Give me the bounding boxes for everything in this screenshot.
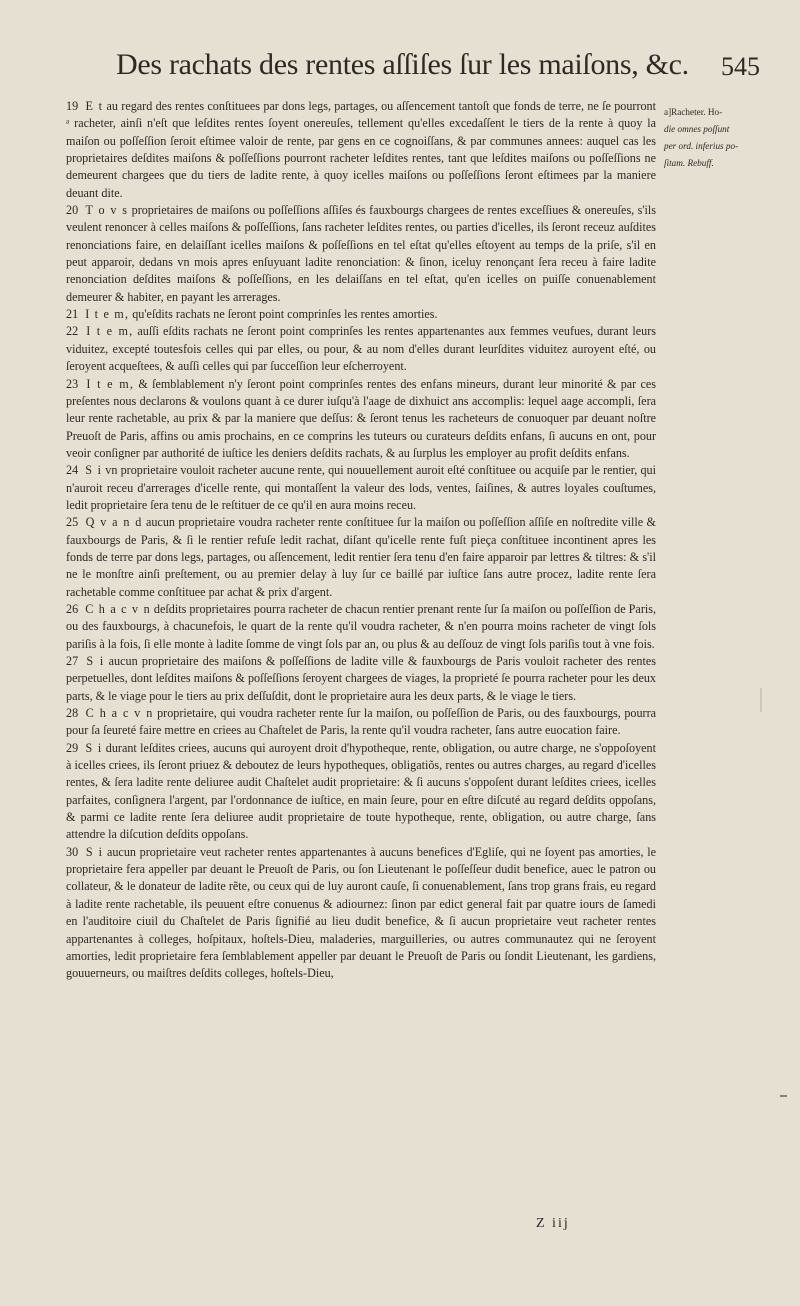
- article-23: [66, 376, 656, 463]
- article-text: durant leſdites criees, aucuns qui auroyent droit d'hypotheque, rente, obligation, ou autre charge, ne s'oppoſoyent à icelles criees, ils ſeront priuez & deboutez de leurs hypotheques, obligatiõs, rentes ou autres charges, au regard d'icelles rentes, & ſera ladite rente deliuree audit Chaſtelet audit proprietaire: & ſi aucuns s'oppoſent durant leſdites criees, icelles parfaites, conſignera l'argent, par l'ordonnance de iuſtice, en main ſeure, pour en eſtre diſcuté au regard deſdits oppoſans, & parmi ce ladite rente ſera deliuree audit proprietaire de toute hypotheque, rente, obligation, ou autre charge, ſans attendre la diſcution deſdits oppoſans.: [66, 740, 656, 842]
- margin-note-line: a]Racheter. Ho-: [664, 107, 723, 117]
- article-lead: C h a c v n: [85, 601, 151, 616]
- article-19: [66, 98, 656, 202]
- article-number: 30: [66, 844, 79, 859]
- article-text: deſdits proprietaires pourra racheter de chacun rentier prenant rente ſur ſa maiſon ou poſſeſſion de Paris, ou des fauxbourgs, à chacunefois, le quart de la rente qu'il voudra racheter, & n'en pourra moins racheter de vingt ſols pariſis à la fois, ſi elle monte à ladite ſomme de vingt ſols par an, ou plus & au deſſouz de vingt ſols pariſis tout à vne fois.: [66, 601, 656, 651]
- article-number: 27: [66, 654, 79, 668]
- article-text: au regard des rentes conſtituees par dons legs, partages, ou aſſencement tantoſt que fonds de terre, ne ſe pourront ᵃ racheter, ainſi n'eſt que leſdites rentes ſoyent onereuſes, tellement qu'elles excedaſſent le tiers de la rente à quoy la maiſon ou poſſeſſion ſeroit eſtimee valoir de rente, par gens en ce cognoiſſans, & par communes annees: auquel cas les proprietaires deſdites maiſons & poſſeſſions pourront racheter leſdites rentes, tant que leſdites maiſons ou poſſeſſions ne demeurent chargees que du tiers de ladite rente, à quoy icelles maiſons ou poſſeſſions ſeront eſtimees par la maniere deuant dite.: [66, 99, 657, 200]
- article-number: 22: [66, 324, 79, 339]
- article-text: proprietaire, qui voudra racheter rente ſur la maiſon, ou poſſeſſion de Paris, ou des fauxbourgs, pourra pour ſa ſeureté faire mettre en criees au Chaſtelet de Paris, la rente qu'il voudra racheter, ſans autre euocation faire.: [66, 706, 656, 738]
- article-22: [66, 323, 656, 375]
- margin-note-line: per ord. inferius po-: [664, 141, 739, 151]
- signature-mark: Z iij: [536, 1216, 570, 1231]
- article-lead: S i: [85, 844, 104, 859]
- article-text: vn proprietaire vouloit racheter aucune rente, qui nouuellement auroit eſté conſtituee ou acquiſe par le rentier, qui n'auroit receu d'arrerages d'icelle rente, qui montaſſent la valeur des lods, ventes, ſaiſines, & autres loyales couſtumes, ledit proprietaire ſera tenu de le reſtituer de ce qu'il en aura moins receu.: [66, 463, 656, 512]
- page-number: 545: [721, 52, 760, 81]
- article-number: 21: [66, 307, 79, 322]
- article-number: 24: [66, 463, 79, 478]
- article-number: 20: [66, 203, 79, 218]
- bleed-through-mark: [760, 688, 762, 712]
- body-text: [66, 98, 656, 983]
- margin-note: [664, 104, 776, 172]
- article-text: auſſi eſdits rachats ne ſeront point comprinſes les rentes appartenantes aux femmes veufues, durant leurs viduitez, excepté toutesfois celles qui par elles, ou pour, & au nom d'elles durant leurſdites viduitez auroyent eſté, ou ſeroyent acqueſtees, & auſſi celles qui par ſucceſſion leur eſcherroyent.: [66, 324, 656, 374]
- article-number: 28: [66, 706, 79, 721]
- article-20: [66, 202, 656, 306]
- article-28: [66, 705, 656, 740]
- article-text: qu'eſdits rachats ne ſeront point comprinſes les rentes amorties.: [132, 307, 438, 322]
- article-lead: T o v s: [85, 203, 129, 218]
- article-lead: I t e m,: [85, 307, 130, 322]
- article-21: [66, 306, 656, 323]
- article-30: [66, 844, 656, 983]
- article-26: [66, 601, 656, 653]
- article-number: 23: [66, 376, 79, 391]
- article-number: 25: [66, 515, 79, 530]
- article-text: proprietaires de maiſons ou poſſeſſions aſſiſes és fauxbourgs chargees de rentes exceſſiues & onereuſes, s'ils veulent renoncer à celles maiſons & poſſeſſions, ſans racheter leſdites rentes, ou parties d'icelles, ils ſeront receuz auſdites renonciations faire, en delaiſſant icelles maiſons & poſſeſſions en tel eſtat qu'elles eſtoyent au temps de la priſe, s'il en peut apparoir, dedans vn mois apres enſuyuant ladite renonciation: & ſinon, iceluy renonçant ſera receu à faire ladite renonciation deſdites maiſons & poſſeſſions, en les delaiſſans en tel eſtat, qu'en icelles on puiſſe conuenablement demeurer & habiter, en payant les arrerages.: [66, 203, 656, 304]
- article-lead: E t: [85, 99, 104, 113]
- article-number: 19: [66, 99, 79, 113]
- page-header: [110, 48, 760, 94]
- article-lead: S i: [85, 740, 103, 755]
- article-lead: C h a c v n: [85, 706, 154, 721]
- article-number: 29: [66, 740, 79, 755]
- article-29: [66, 740, 656, 844]
- article-lead: I t e m,: [86, 324, 134, 339]
- article-text: aucun proprietaire veut racheter rentes appartenantes à aucuns benefices d'Egliſe, qui ne ſoyent pas amorties, le proprietaire fera appeller par deuant le Preuoſt de Paris, ou ſon Lieutenant le poſſeſſeur dudit benefice, auec le patron ou collateur, & le donateur de ladite rẽte, ou ceux qui de luy auront cauſe, ſi conuenablement, ſans trop grans frais, eu regard à ladite rente rachetable, ils peuuent eſtre conuenus & adiournez: ſinon par edict general fait par quatre iours de ſamedi en l'auditoire ciuil du Chaſtelet de Paris ſignifié au lieu dudit benefice, & ſi aucun proprietaire veut racheter rentes appartenantes à colleges, hoſpitaux, hoſtels-Dieu, maladeries, marguilleries, ou autres communautez qui ne ſeroyent amorties, ledit proprietaire fera ſemblablement appeller par deuant le Preuoſt de Paris ou ſondit Lieutenant, les gardiens, gouuerneurs, ou maiſtres deſdits colleges, hoſtels-Dieu,: [66, 844, 656, 981]
- article-lead: S i: [86, 654, 105, 668]
- running-title: Des rachats des rentes aſſiſes ſur les maiſons, &c.: [116, 48, 689, 81]
- article-lead: I t e m,: [86, 376, 135, 391]
- article-text: & ſemblablement n'y ſeront point comprinſes rentes des enfans mineurs, durant leur minorité & par ces preſentes nous declarons & voulons quant à ce durer iuſqu'à l'aage de dixhuict ans accomplis: lequel aage accompli, ſera leur rente rachetable, au prix & par la maniere que deſſus: & ſeront tenus les racheteurs de conuoquer par deuant noſtre Preuoſt de Paris, affins ou amis prochains, en ce comprins les tuteurs ou curateurs deſdits enfans, ſi aucuns en ont, pour veoir conſigner par authorité de iuſtice les deniers deſdits rachats, & au ſurplus les employer au profit deſdits enfans.: [66, 376, 656, 460]
- article-text: aucun proprietaire voudra racheter rente conſtituee ſur la maiſon ou poſſeſſion aſſiſe en noſtredite ville & fauxbourgs de Paris, & ſi le rentier refuſe ledit rachat, diſant qu'icelle rente fuſt pieça conſtituee incontinent apres les fonds de terre par dons legs, partages, ou aſſencement, ledit rentier ſera tenu d'en faire apparoir par lettres & tiltres: & s'il ne le monſtre ainſi preſtement, ou au premier delay à luy ſur ce baillé par iuſtice ſans autre procez, ladite rente ſera rachetable comme conſtituee par achat & prix d'argent.: [66, 515, 656, 599]
- margin-dash: [780, 1095, 787, 1097]
- article-27: [66, 653, 656, 705]
- article-lead: S i: [85, 463, 103, 478]
- article-25: [66, 514, 656, 601]
- article-24: [66, 462, 656, 514]
- margin-note-line: ſitam. Rebuff.: [664, 158, 714, 168]
- article-number: 26: [66, 601, 79, 616]
- article-text: aucun proprietaire des maiſons & poſſeſſions de ladite ville & fauxbourgs de Paris vouloit racheter des rentes perpetuelles, dont leſdites maiſons & poſſeſſions ſeroyent chargees de viages, la proprieté ſe pourra racheter pour les deux parts, & le viage pour le tiers au prix deſſuſdit, dont le proprietaire aura les deux parts, & le viage le tiers.: [66, 654, 656, 703]
- margin-note-line: die omnes poſſunt: [664, 124, 730, 134]
- article-lead: Q v a n d: [85, 515, 143, 530]
